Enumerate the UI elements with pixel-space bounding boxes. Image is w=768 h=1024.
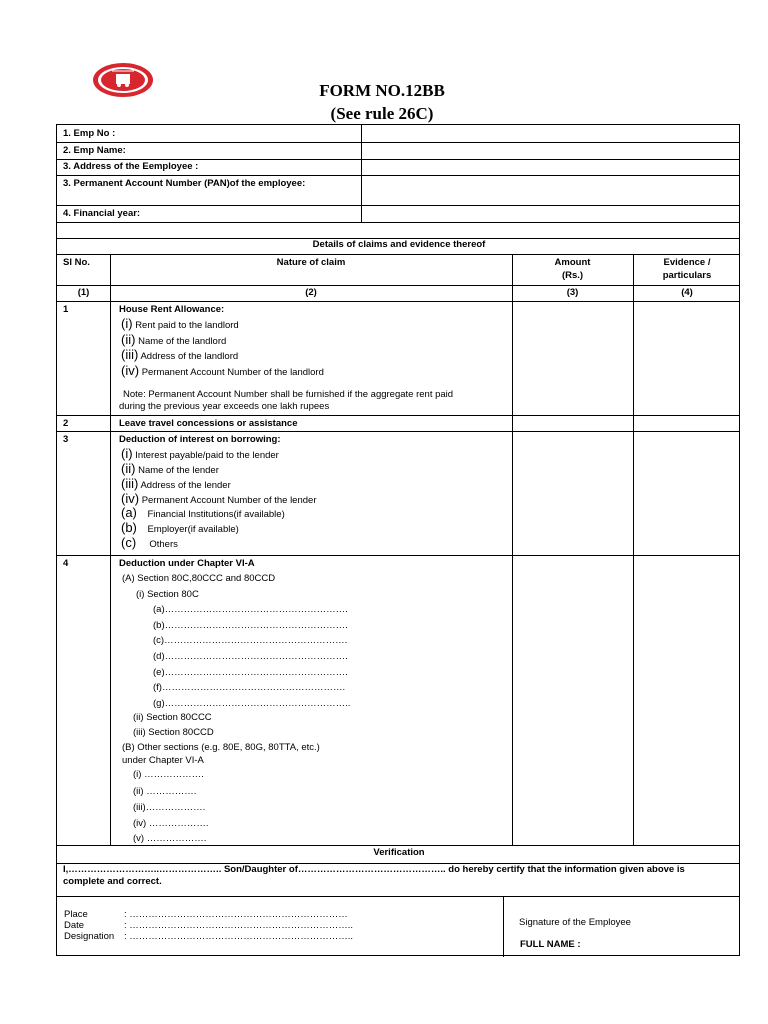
col-num-2: (2) — [305, 287, 317, 298]
row4-section-a: (A) Section 80C,80CCC and 80CCD — [122, 573, 276, 584]
designation-label: Designation — [64, 931, 115, 942]
row4-section-b-cont: under Chapter VI-A — [122, 755, 204, 766]
row1-item: (iv) Permanent Account Number of the landlord — [121, 363, 324, 378]
verification-title: Verification — [373, 847, 425, 858]
row1-item: (ii) Name of the landlord — [121, 332, 227, 347]
row4-sl: 4 — [63, 558, 69, 569]
col-num-1: (1) — [77, 287, 90, 298]
details-title: Details of claims and evidence thereof — [312, 239, 486, 250]
row3-item: (ii) Name of the lender — [121, 461, 219, 476]
address-label: 3. Address of the Eemployee : — [63, 161, 199, 172]
row4-section-80ccc: (ii) Section 80CCC — [133, 712, 212, 723]
row2-head: Leave travel concessions or assistance — [119, 418, 298, 429]
form-rule: (See rule 26C) — [330, 104, 434, 123]
col-evidence: Evidence / — [663, 257, 711, 268]
row4-other-line: (v) ………………. — [133, 833, 207, 844]
col-nature-of-claim: Nature of claim — [276, 257, 346, 268]
row4-other-line: (i) ………………. — [133, 769, 204, 780]
row4-section-80ccd: (iii) Section 80CCD — [133, 727, 214, 738]
row4-other-line: (ii) ……………. — [133, 786, 197, 797]
row1-item: (iii) Address of the landlord — [121, 347, 239, 362]
row3-sl: 3 — [63, 434, 69, 445]
verification-statement-cont: complete and correct. — [63, 876, 162, 887]
date-field[interactable]: : …………………………………………………………….. — [124, 920, 354, 931]
financial-year-label: 4. Financial year: — [63, 208, 141, 219]
row3-item: (i) Interest payable/paid to the lender — [121, 446, 279, 461]
row4-head: Deduction under Chapter VI-A — [119, 558, 255, 569]
emp-name-label: 2. Emp Name: — [63, 145, 126, 156]
row3-item: (iii) Address of the lender — [121, 476, 231, 491]
row3-item: (a) Financial Institutions(if available) — [121, 505, 285, 520]
row3-head: Deduction of interest on borrowing: — [119, 434, 281, 445]
row4-section-80c: (i) Section 80C — [136, 589, 199, 600]
date-label: Date — [64, 920, 85, 931]
designation-field[interactable]: : …………………………………………………………….. — [124, 931, 354, 942]
row4-80c-line: (g)………………………………………………….. — [153, 698, 351, 709]
row4-80c-line: (b)…………………………………………………. — [153, 620, 348, 631]
row4-80c-line: (f)…………………………………………………. — [153, 682, 346, 693]
place-label: Place — [64, 909, 88, 920]
form-12bb-table — [56, 124, 740, 956]
row3-item: (b) Employer(if available) — [121, 520, 239, 535]
row4-80c-line: (e)…………………………………………………. — [153, 667, 348, 678]
row2-sl: 2 — [63, 418, 69, 429]
row4-section-b: (B) Other sections (e.g. 80E, 80G, 80TTA, etc.) — [122, 742, 320, 753]
row1-note-cont: during the previous year exceeds one lakh rupees — [119, 401, 330, 412]
row4-other-line: (iii)………………. — [133, 802, 206, 813]
full-name-label: FULL NAME : — [520, 939, 581, 950]
signature-label: Signature of the Employee — [519, 917, 631, 928]
col-sl-no: Sl No. — [63, 257, 90, 268]
col-evidence-particulars: particulars — [662, 270, 712, 281]
emp-no-label: 1. Emp No : — [63, 128, 116, 139]
row4-80c-line: (a)…………………………………………………. — [153, 604, 348, 615]
row4-other-line: (iv) ………………. — [133, 818, 209, 829]
row1-item: (i) Rent paid to the landlord — [121, 316, 239, 331]
row3-item: (iv) Permanent Account Number of the lender — [121, 491, 317, 506]
row1-head: House Rent Allowance: — [119, 304, 225, 315]
row3-item: (c) Others — [121, 535, 178, 550]
col-amount-unit: (Rs.) — [561, 270, 584, 281]
row1-sl: 1 — [63, 304, 69, 315]
col-amount: Amount — [554, 257, 591, 268]
form-title: FORM NO.12BB — [319, 81, 445, 100]
row1-note: Note: Permanent Account Number shall be furnished if the aggregate rent paid — [123, 389, 454, 400]
row4-80c-line: (c)…………………………………………………. — [153, 635, 348, 646]
place-field[interactable]: : …………………………………………………………… — [124, 909, 348, 920]
verification-statement: I,………………………..……………….. Son/Daughter of……………………………………….. do hereby certify that the information given above is — [63, 864, 685, 875]
row4-80c-line: (d)…………………………………………………. — [153, 651, 348, 662]
col-num-3: (3) — [566, 287, 579, 298]
col-num-4: (4) — [681, 287, 693, 298]
pan-label: 3. Permanent Account Number (PAN)of the employee: — [63, 178, 306, 189]
